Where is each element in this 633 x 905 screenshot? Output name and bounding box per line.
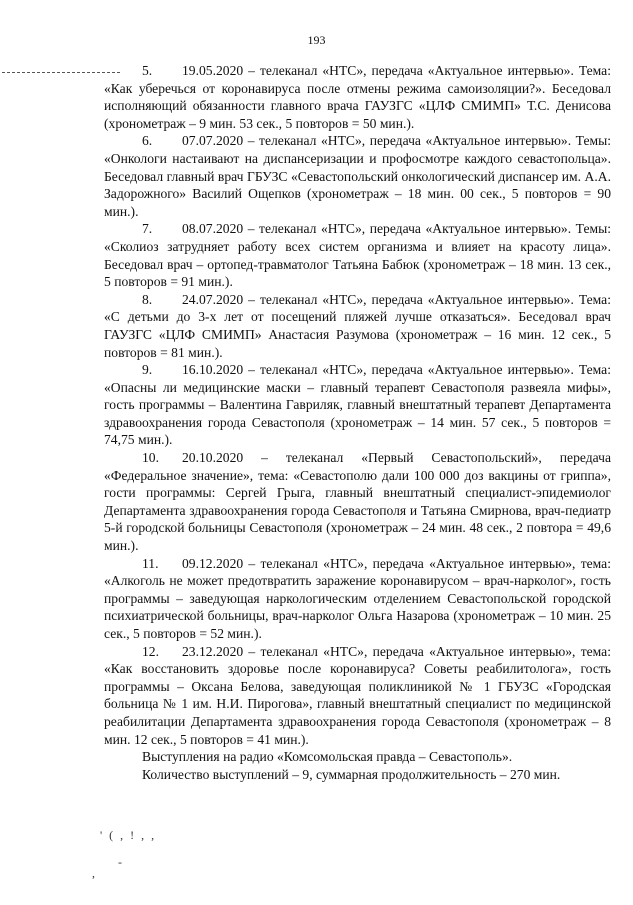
item-number: 8. — [142, 291, 153, 307]
item-text: 08.07.2020 – телеканал «НТС», передача «Актуальное интервью». Темы: «Сколиоз затрудняет работу всех систем организма и влияет на красоту лица». Беседовал врач – ортопед-травматолог Татьяна Бабюк (хронометраж – 18 мин. 13 сек., 5 повторов = 91 мин.). — [104, 221, 611, 290]
scan-artifact-marks: , — [92, 866, 97, 880]
item-number: 10. — [142, 450, 159, 466]
scan-artifact-line — [2, 72, 120, 73]
item-number: 12. — [142, 643, 159, 659]
list-item — [104, 132, 611, 220]
item-number: 5. — [142, 63, 153, 78]
document-body — [104, 62, 611, 783]
item-text: 16.10.2020 – телеканал «НТС», передача «Актуальное интервью». Тема: «Опасны ли медицинские маски – главный терапевт Севастополя развеяла мифы», гость программы – Валентина Гавриляк, главный внештатный терапевт Департамента здравоохранения города Севастополя (хронометраж – 14 мин. 57 сек., 5 повторов = 74,75 мин.). — [104, 362, 611, 448]
item-text: 09.12.2020 – телеканал «НТС», передача «Актуальное интервью», тема: «Алкоголь не может предотвратить заражение коронавирусом – врач-нарколог», гость программы – заведующая наркологическим отделением Севастопольской городской психиатрической больницы, врач-нарколог Ольга Назарова (хронометраж – 10 мин. 25 сек., 5 повторов = 52 мин.). — [104, 555, 611, 641]
item-text: 07.07.2020 – телеканал «НТС», передача «Актуальное интервью». Темы: «Онкологи настаивают на диспансеризации и профосмотре каждого севастопольца». Беседовал главный врач ГБУЗС «Севастопольский онкологический диспансер им. А.А. Задорожного» Василий Ощепков (хронометраж – 18 мин. 00 сек., 5 повторов = 90 мин.). — [104, 133, 611, 219]
list-item — [104, 361, 611, 449]
list-item — [104, 643, 611, 749]
summary-paragraph: Количество выступлений – 9, суммарная продолжительность – 270 мин. — [142, 766, 561, 782]
item-text: 24.07.2020 – телеканал «НТС», передача «Актуальное интервью». Тема: «С детьми до 3-х лет от посещений пляжей лучше отказаться». Беседовал врач ГАУЗГС «ЦЛФ СМИМП» Анастасия Разумова (хронометраж – 16 мин. 12 сек., 5 повторов = 81 мин.). — [104, 291, 611, 360]
list-item — [104, 220, 611, 290]
list-item — [104, 62, 611, 132]
list-item — [104, 555, 611, 643]
item-number: 11. — [142, 555, 159, 571]
item-text: 20.10.2020 – телеканал «Первый Севастопольский», передача «Федеральное значение», тема: «Севастополю дали 100 000 доз вакцины от гриппа», гости программы: Сергей Грыга, главный внештатный специалист-эпидемиолог Департамента здравоохранения города Севастополя и Татьяна Смирнова, врач-педиатр 5-й городской больницы Севастополя (хронометраж – 24 мин. 48 сек., 2 повтора = 49,6 мин.). — [104, 450, 611, 554]
item-number: 7. — [142, 221, 153, 237]
item-text: 23.12.2020 – телеканал «НТС», передача «Актуальное интервью», тема: «Как восстановить здоровье после коронавируса? Советы реабилитолога», гость программы – Оксана Белова, заведующая поликлиникой № 1 ГБУЗС «Городская больница № 1 им. Н.И. Пирогова», главный внештатный специалист по медицинской реабилитации Департамента здравоохранения города Севастополя (хронометраж – 8 мин. 12 сек., 5 повторов = 41 мин.). — [104, 643, 611, 747]
page-number: 193 — [307, 33, 326, 47]
list-item — [104, 449, 611, 555]
radio-heading: Выступления на радио «Комсомольская правда – Севастополь». — [142, 749, 513, 765]
item-text: 19.05.2020 – телеканал «НТС», передача «Актуальное интервью». Тема: «Как уберечься от коронавируса после отмены режима самоизоляции?». Беседовал исполняющий обязанности главного врача ГАУЗГС «ЦЛФ СМИМП» Т.С. Денисова (хронометраж – 9 мин. 53 сек., 5 повторов = 50 мин.). — [104, 63, 611, 131]
list-item — [104, 291, 611, 361]
scan-artifact-marks: ' ( , ! , , — [100, 828, 157, 842]
item-number: 6. — [142, 133, 153, 149]
scan-artifact-marks: - — [118, 855, 124, 869]
item-number: 9. — [142, 362, 153, 378]
